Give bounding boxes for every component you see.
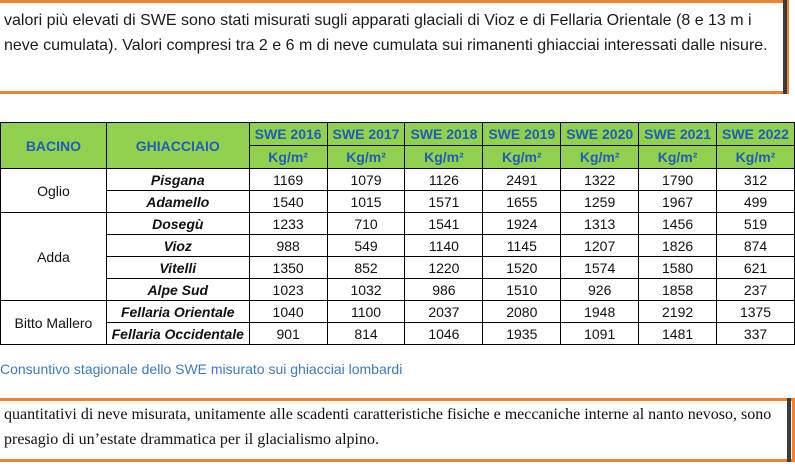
header-unit: Kg/m² <box>327 146 405 169</box>
swe-table <box>0 122 795 345</box>
swe-value-cell: 1948 <box>561 301 639 323</box>
swe-value-cell: 1023 <box>249 279 327 301</box>
top-text-box <box>0 0 795 100</box>
header-year: SWE 2019 <box>483 123 561 146</box>
header-year: SWE 2022 <box>717 123 795 146</box>
bottom-paragraph: quantitativi di neve misurata, unitamente alle scadenti caratteristiche fisiche e meccaniche interne al nanto nevoso, sono presagio di un’estate drammatica per il glacialismo alpino. <box>4 406 772 448</box>
swe-value-cell: 1790 <box>639 169 717 191</box>
ghiacciaio-cell: Fellaria Occidentale <box>106 323 249 345</box>
ghiacciaio-cell: Pisgana <box>106 169 249 191</box>
swe-value-cell: 1145 <box>483 235 561 257</box>
swe-value-cell: 1510 <box>483 279 561 301</box>
swe-value-cell: 1540 <box>249 191 327 213</box>
header-unit: Kg/m² <box>249 146 327 169</box>
header-unit: Kg/m² <box>561 146 639 169</box>
swe-value-cell: 1169 <box>249 169 327 191</box>
header-bacino: BACINO <box>1 123 107 169</box>
swe-value-cell: 2037 <box>405 301 483 323</box>
swe-value-cell: 1259 <box>561 191 639 213</box>
swe-value-cell: 1655 <box>483 191 561 213</box>
swe-value-cell: 1375 <box>717 301 795 323</box>
swe-value-cell: 1580 <box>639 257 717 279</box>
header-unit: Kg/m² <box>639 146 717 169</box>
ghiacciaio-cell: Fellaria Orientale <box>106 301 249 323</box>
swe-value-cell: 1967 <box>639 191 717 213</box>
ghiacciaio-cell: Vitelli <box>106 257 249 279</box>
table-row <box>1 191 795 213</box>
bacino-cell: Bitto Mallero <box>1 301 107 345</box>
swe-value-cell: 1126 <box>405 169 483 191</box>
header-year: SWE 2016 <box>249 123 327 146</box>
swe-value-cell: 2491 <box>483 169 561 191</box>
swe-value-cell: 2080 <box>483 301 561 323</box>
table-row <box>1 257 795 279</box>
swe-value-cell: 874 <box>717 235 795 257</box>
swe-value-cell: 1350 <box>249 257 327 279</box>
swe-value-cell: 1032 <box>327 279 405 301</box>
swe-value-cell: 1313 <box>561 213 639 235</box>
swe-value-cell: 901 <box>249 323 327 345</box>
swe-value-cell: 1481 <box>639 323 717 345</box>
swe-value-cell: 621 <box>717 257 795 279</box>
top-paragraph: valori più elevati di SWE sono stati misurati sugli apparati glaciali di Vioz e di Fellaria Orientale (8 e 13 m i neve cumulata). Valori compresi tra 2 e 6 m di neve cumulata sui rimanenti ghiacciai interessati dalle nisure. <box>4 12 768 54</box>
ghiacciaio-cell: Alpe Sud <box>106 279 249 301</box>
header-unit: Kg/m² <box>405 146 483 169</box>
table-row <box>1 213 795 235</box>
swe-value-cell: 814 <box>327 323 405 345</box>
swe-value-cell: 549 <box>327 235 405 257</box>
swe-value-cell: 1935 <box>483 323 561 345</box>
header-ghiacciaio: GHIACCIAIO <box>106 123 249 169</box>
swe-value-cell: 1233 <box>249 213 327 235</box>
table-row <box>1 279 795 301</box>
swe-value-cell: 1220 <box>405 257 483 279</box>
swe-value-cell: 519 <box>717 213 795 235</box>
swe-table-body <box>1 169 795 345</box>
header-year: SWE 2021 <box>639 123 717 146</box>
swe-value-cell: 1046 <box>405 323 483 345</box>
header-year: SWE 2020 <box>561 123 639 146</box>
header-year: SWE 2017 <box>327 123 405 146</box>
swe-value-cell: 337 <box>717 323 795 345</box>
swe-value-cell: 1520 <box>483 257 561 279</box>
swe-value-cell: 1456 <box>639 213 717 235</box>
table-caption: Consuntivo stagionale dello SWE misurato sui ghiacciai lombardi <box>0 361 403 377</box>
swe-value-cell: 1207 <box>561 235 639 257</box>
swe-value-cell: 986 <box>405 279 483 301</box>
swe-value-cell: 1140 <box>405 235 483 257</box>
header-row-titles <box>1 123 795 146</box>
swe-value-cell: 312 <box>717 169 795 191</box>
swe-value-cell: 1541 <box>405 213 483 235</box>
swe-value-cell: 1100 <box>327 301 405 323</box>
header-year: SWE 2018 <box>405 123 483 146</box>
ghiacciaio-cell: Dosegù <box>106 213 249 235</box>
swe-value-cell: 1858 <box>639 279 717 301</box>
table-row <box>1 169 795 191</box>
ghiacciaio-cell: Adamello <box>106 191 249 213</box>
swe-value-cell: 237 <box>717 279 795 301</box>
ghiacciaio-cell: Vioz <box>106 235 249 257</box>
swe-value-cell: 1924 <box>483 213 561 235</box>
swe-value-cell: 1826 <box>639 235 717 257</box>
swe-value-cell: 2192 <box>639 301 717 323</box>
swe-value-cell: 852 <box>327 257 405 279</box>
swe-value-cell: 1322 <box>561 169 639 191</box>
swe-value-cell: 1040 <box>249 301 327 323</box>
swe-value-cell: 1091 <box>561 323 639 345</box>
swe-value-cell: 710 <box>327 213 405 235</box>
bottom-text-box <box>0 398 795 469</box>
bacino-cell: Oglio <box>1 169 107 213</box>
header-unit: Kg/m² <box>717 146 795 169</box>
swe-value-cell: 499 <box>717 191 795 213</box>
swe-value-cell: 1079 <box>327 169 405 191</box>
swe-value-cell: 1015 <box>327 191 405 213</box>
table-row <box>1 323 795 345</box>
table-row <box>1 301 795 323</box>
bacino-cell: Adda <box>1 213 107 301</box>
swe-value-cell: 1574 <box>561 257 639 279</box>
swe-value-cell: 926 <box>561 279 639 301</box>
swe-value-cell: 988 <box>249 235 327 257</box>
table-row <box>1 235 795 257</box>
swe-value-cell: 1571 <box>405 191 483 213</box>
header-unit: Kg/m² <box>483 146 561 169</box>
